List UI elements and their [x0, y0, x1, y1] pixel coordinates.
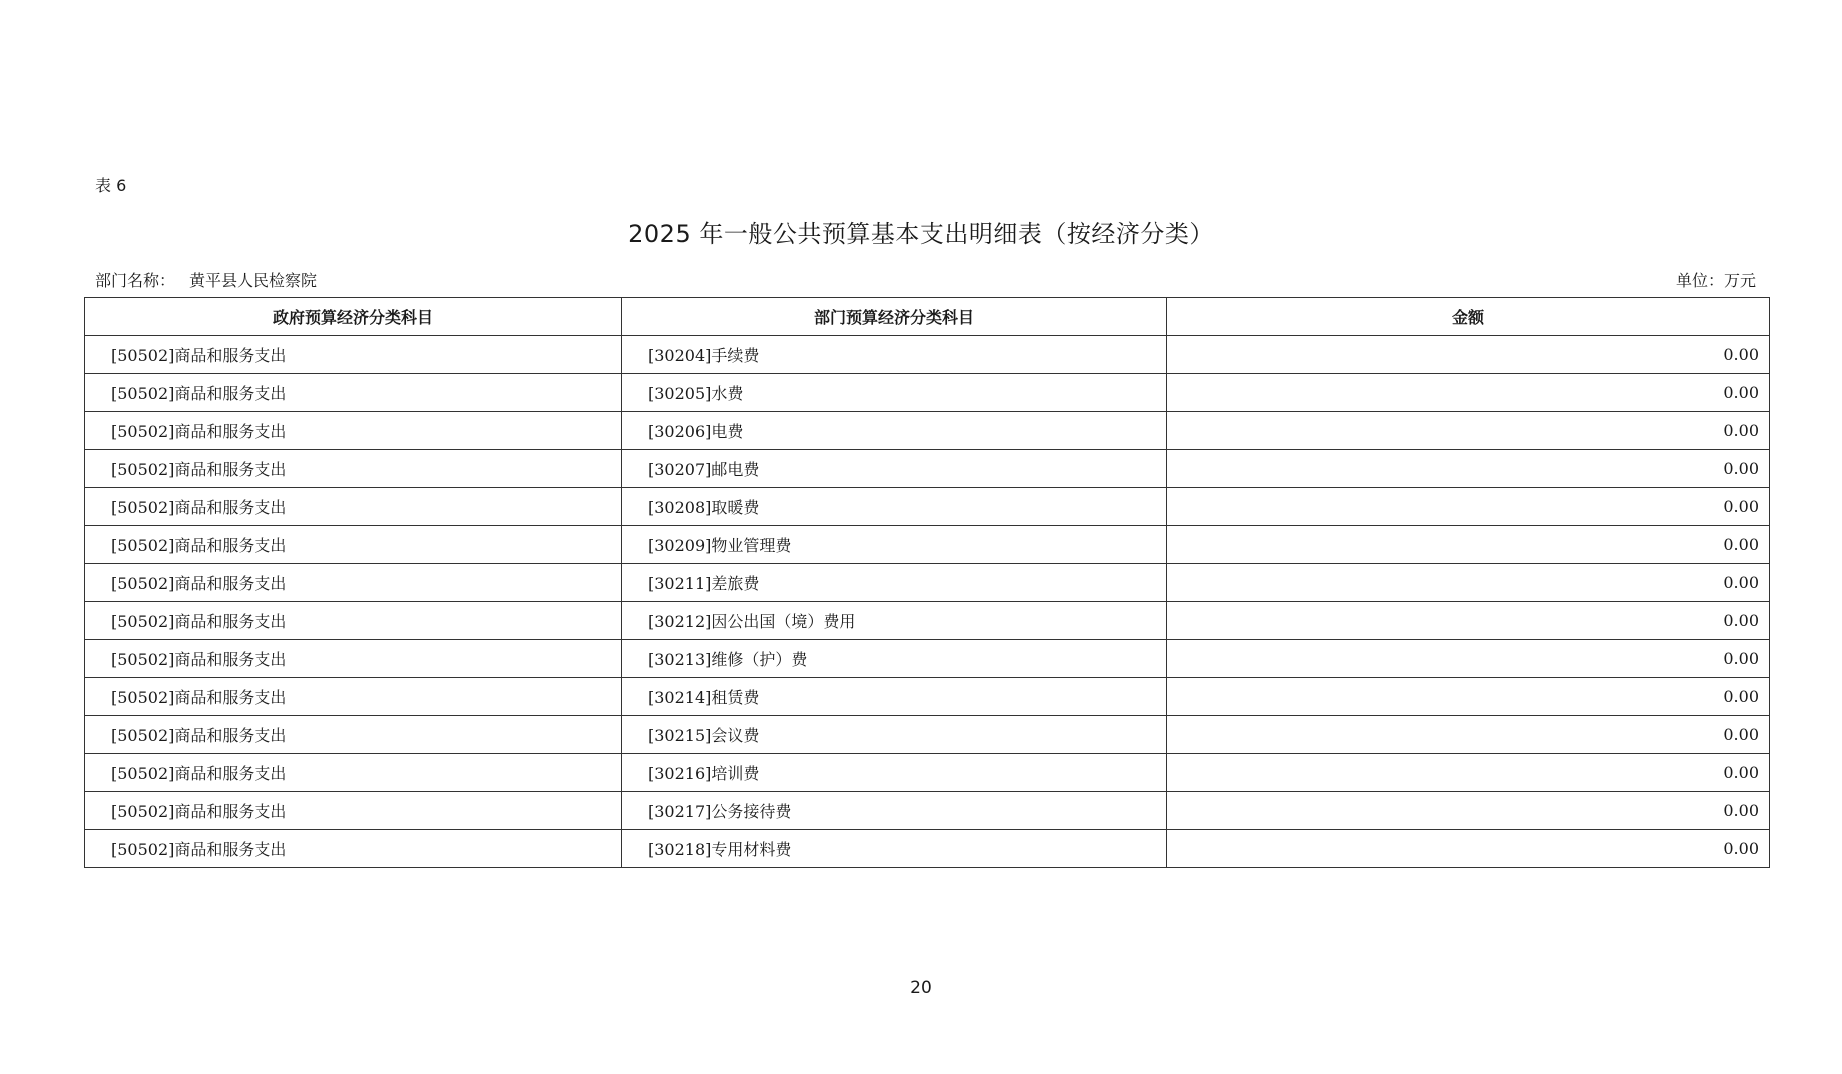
amount-cell: 0.00: [1167, 526, 1770, 564]
amount-cell: 0.00: [1167, 792, 1770, 830]
amount-cell: 0.00: [1167, 488, 1770, 526]
page-number: 20: [910, 978, 932, 998]
dept-category-cell: [30207]邮电费: [622, 450, 1167, 488]
dept-category-cell: [30215]会议费: [622, 716, 1167, 754]
gov-category-cell: [50502]商品和服务支出: [85, 488, 622, 526]
gov-category-cell: [50502]商品和服务支出: [85, 792, 622, 830]
table-header-row: [85, 298, 1770, 336]
gov-category-cell: [50502]商品和服务支出: [85, 336, 622, 374]
dept-category-cell: [30206]电费: [622, 412, 1167, 450]
gov-category-cell: [50502]商品和服务支出: [85, 678, 622, 716]
amount-cell: 0.00: [1167, 640, 1770, 678]
table-row: [85, 716, 1770, 754]
dept-category-cell: [30211]差旅费: [622, 564, 1167, 602]
amount-cell: 0.00: [1167, 450, 1770, 488]
department-label: 部门名称：: [95, 271, 176, 290]
table-row: [85, 412, 1770, 450]
amount-cell: 0.00: [1167, 830, 1770, 868]
amount-cell: 0.00: [1167, 412, 1770, 450]
gov-category-cell: [50502]商品和服务支出: [85, 754, 622, 792]
table-row: [85, 488, 1770, 526]
unit-label: 单位：万元: [1675, 271, 1756, 290]
dept-category-cell: [30204]手续费: [622, 336, 1167, 374]
table-row: [85, 754, 1770, 792]
dept-category-cell: [30214]租赁费: [622, 678, 1167, 716]
table-row: [85, 450, 1770, 488]
dept-category-cell: [30205]水费: [622, 374, 1167, 412]
amount-cell: 0.00: [1167, 336, 1770, 374]
gov-category-cell: [50502]商品和服务支出: [85, 564, 622, 602]
gov-category-cell: [50502]商品和服务支出: [85, 830, 622, 868]
dept-category-cell: [30216]培训费: [622, 754, 1167, 792]
amount-cell: 0.00: [1167, 754, 1770, 792]
dept-category-cell: [30218]专用材料费: [622, 830, 1167, 868]
gov-category-cell: [50502]商品和服务支出: [85, 412, 622, 450]
header-amount: 金额: [1167, 298, 1770, 336]
table-number-label: 表 6: [95, 176, 127, 195]
amount-cell: 0.00: [1167, 716, 1770, 754]
budget-table: [84, 297, 1770, 868]
table-row: [85, 602, 1770, 640]
table-row: [85, 374, 1770, 412]
table-row: [85, 640, 1770, 678]
dept-category-cell: [30217]公务接待费: [622, 792, 1167, 830]
amount-cell: 0.00: [1167, 374, 1770, 412]
amount-cell: 0.00: [1167, 564, 1770, 602]
department-name: 黄平县人民检察院: [189, 271, 318, 290]
amount-cell: 0.00: [1167, 602, 1770, 640]
gov-category-cell: [50502]商品和服务支出: [85, 526, 622, 564]
table-row: [85, 678, 1770, 716]
table-row: [85, 792, 1770, 830]
table-row: [85, 336, 1770, 374]
table-row: [85, 830, 1770, 868]
gov-category-cell: [50502]商品和服务支出: [85, 640, 622, 678]
table-row: [85, 564, 1770, 602]
department-line: [95, 268, 317, 291]
gov-category-cell: [50502]商品和服务支出: [85, 374, 622, 412]
gov-category-cell: [50502]商品和服务支出: [85, 450, 622, 488]
header-dept-category: 部门预算经济分类科目: [622, 298, 1167, 336]
dept-category-cell: [30212]因公出国（境）费用: [622, 602, 1167, 640]
dept-category-cell: [30209]物业管理费: [622, 526, 1167, 564]
dept-category-cell: [30213]维修（护）费: [622, 640, 1167, 678]
document-title: 2025 年一般公共预算基本支出明细表（按经济分类）: [628, 220, 1214, 248]
amount-cell: 0.00: [1167, 678, 1770, 716]
table-row: [85, 526, 1770, 564]
header-gov-category: 政府预算经济分类科目: [85, 298, 622, 336]
gov-category-cell: [50502]商品和服务支出: [85, 716, 622, 754]
dept-category-cell: [30208]取暖费: [622, 488, 1167, 526]
gov-category-cell: [50502]商品和服务支出: [85, 602, 622, 640]
